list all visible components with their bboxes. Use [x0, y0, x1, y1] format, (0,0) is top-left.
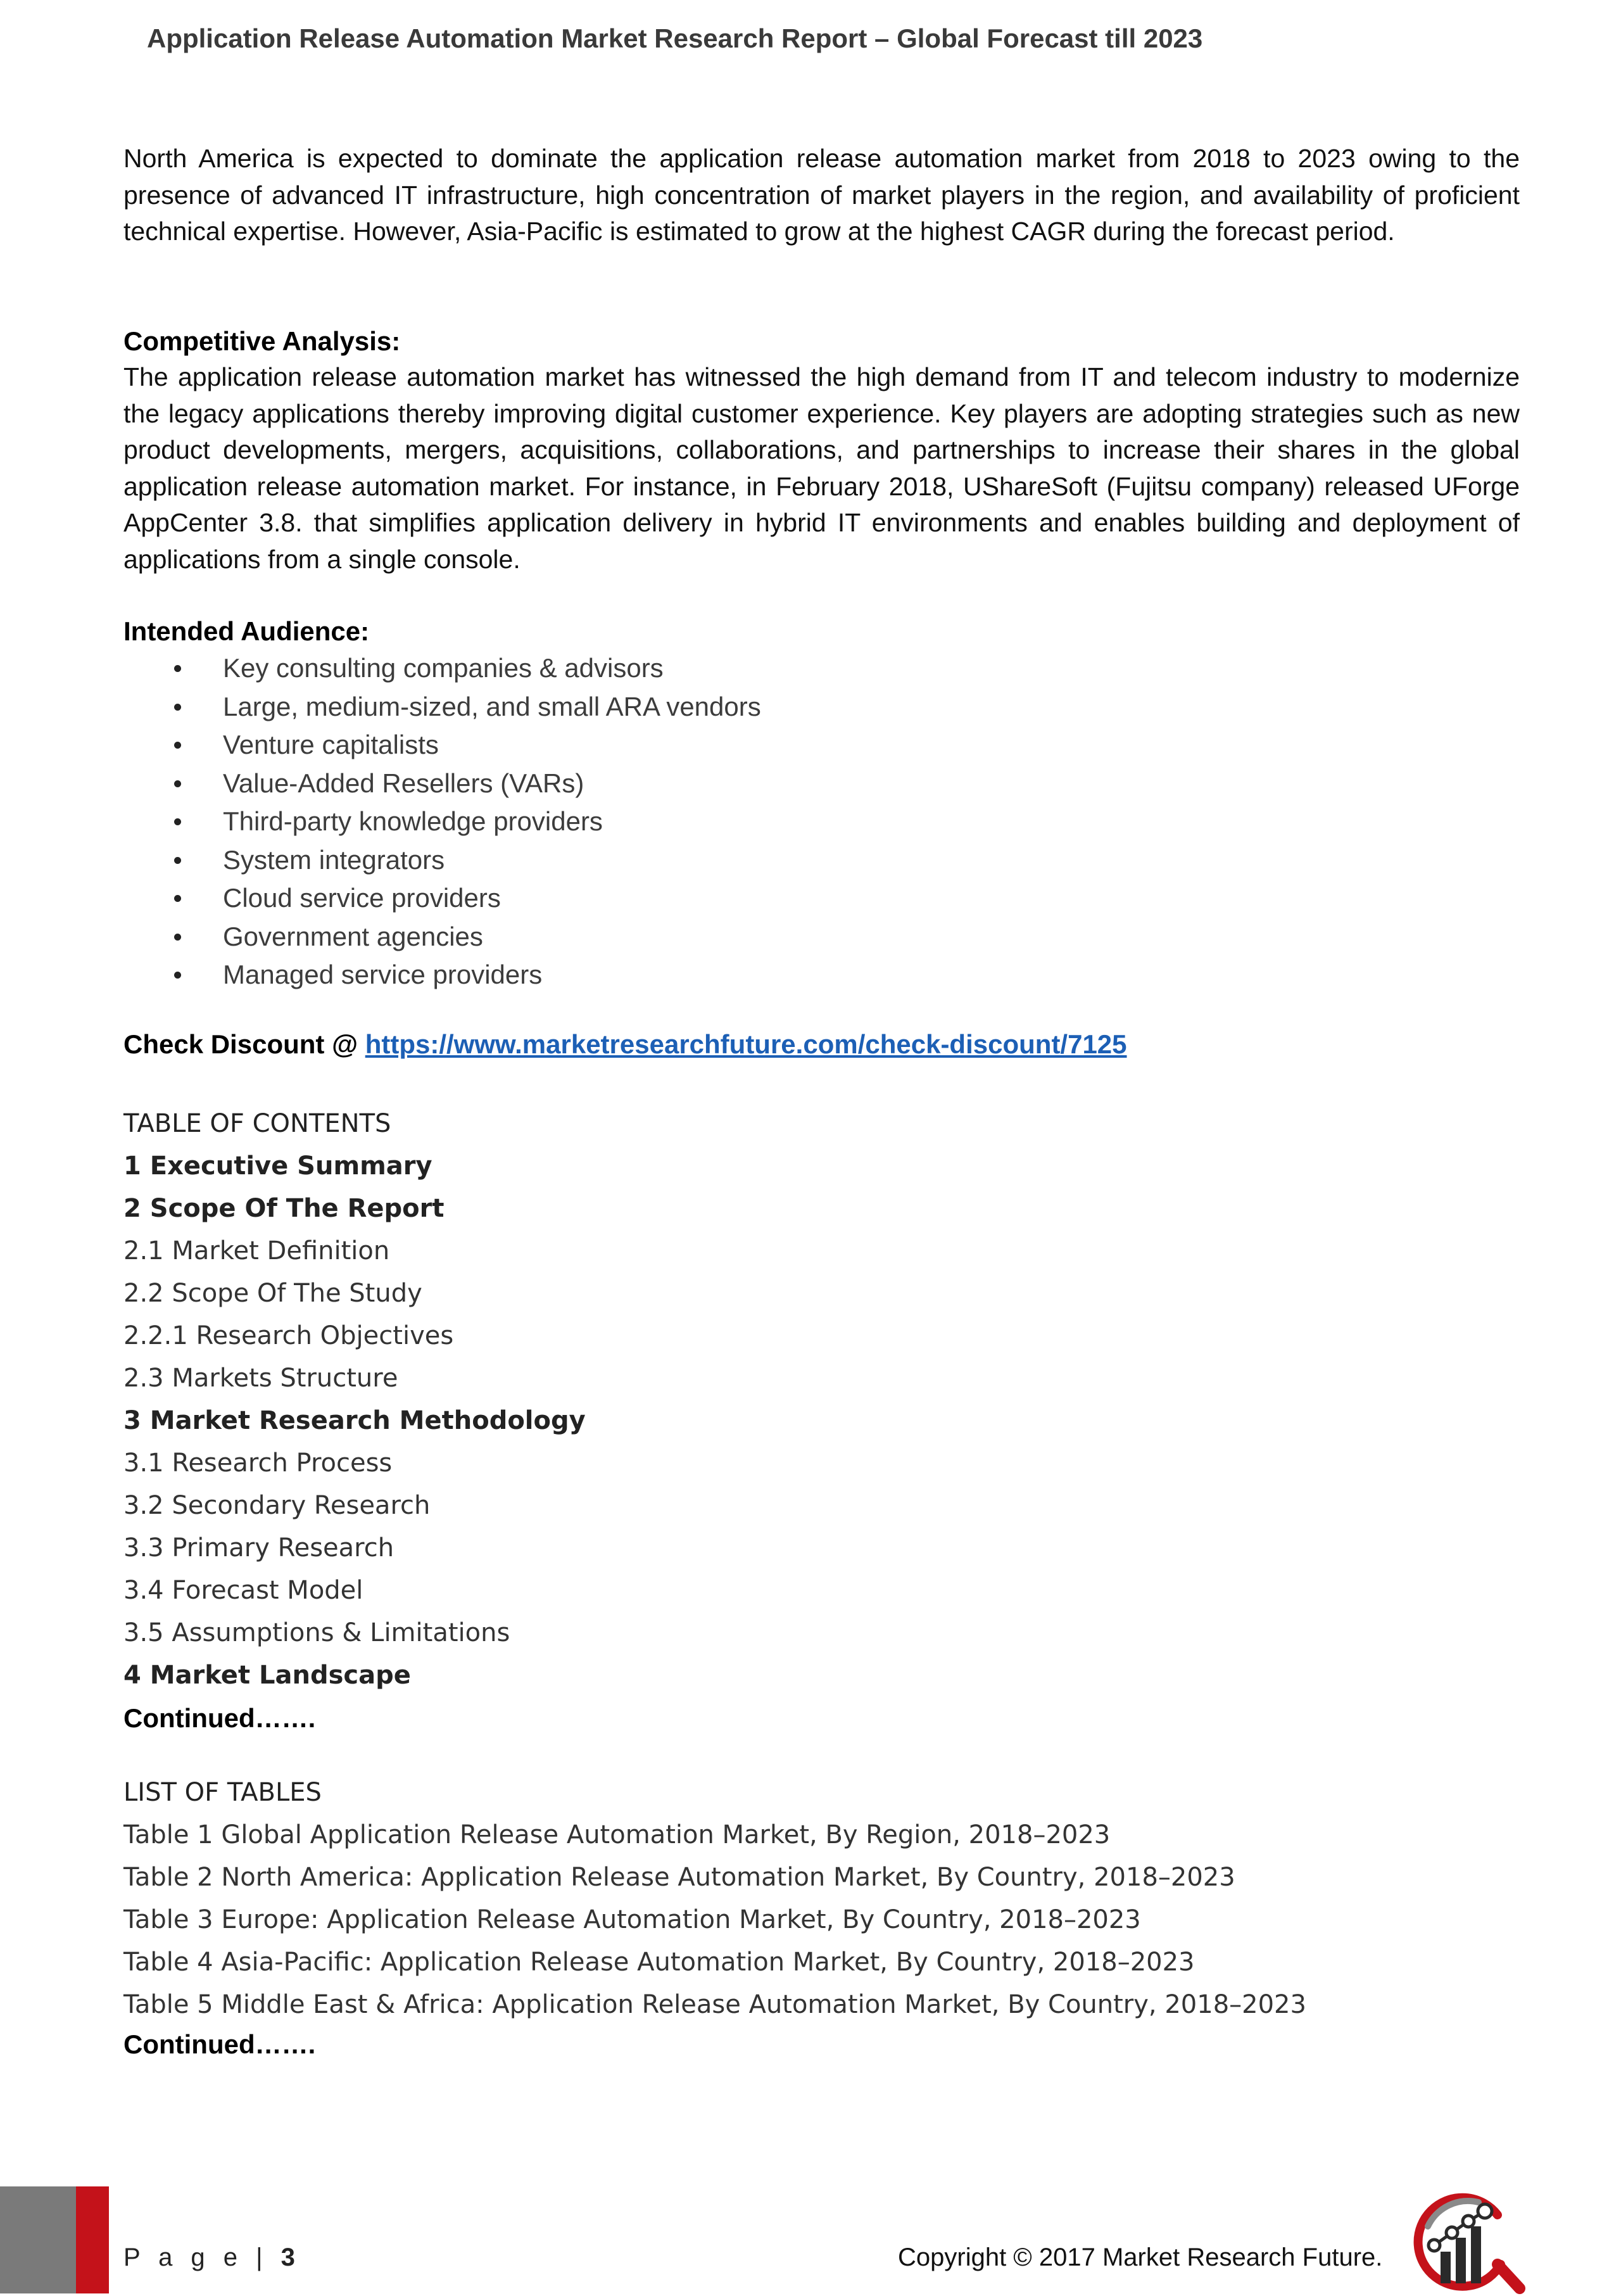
toc-item: 1 Executive Summary — [123, 1151, 432, 1181]
page-label-text: P a g e | — [123, 2243, 281, 2271]
competitive-analysis-heading: Competitive Analysis: — [123, 326, 401, 356]
page-number-label — [123, 2240, 295, 2275]
toc-continued: Continued……. — [123, 1703, 316, 1733]
list-of-tables-item: Table 2 North America: Application Release Automation Market, By Country, 2018–2023 — [123, 1863, 1235, 1892]
footer-red-bar — [76, 2186, 109, 2293]
check-discount-link[interactable]: https://www.marketresearchfuture.com/check-discount/7125 — [365, 1029, 1127, 1059]
audience-list-item: Large, medium-sized, and small ARA vendors — [123, 688, 761, 726]
list-of-tables-item: Table 4 Asia-Pacific: Application Release Automation Market, By Country, 2018–2023 — [123, 1948, 1195, 1977]
check-discount-label: Check Discount @ — [123, 1029, 365, 1059]
list-of-tables-continued: Continued……. — [123, 2029, 316, 2059]
toc-item: 2.1 Market Definition — [123, 1236, 390, 1265]
toc-heading: TABLE OF CONTENTS — [123, 1109, 391, 1138]
toc-item: 3 Market Research Methodology — [123, 1406, 586, 1435]
logo-bar-3 — [1471, 2226, 1481, 2283]
page-number: 3 — [281, 2243, 295, 2271]
logo-bar-1 — [1441, 2252, 1451, 2283]
list-of-tables-item: Table 3 Europe: Application Release Automation Market, By Country, 2018–2023 — [123, 1905, 1141, 1934]
toc-item: 3.1 Research Process — [123, 1449, 393, 1478]
logo-magnifier-handle — [1498, 2264, 1520, 2288]
toc-list — [123, 1145, 586, 1697]
toc-item: 3.3 Primary Research — [123, 1533, 394, 1563]
toc-item: 2 Scope Of The Report — [123, 1194, 445, 1223]
intended-audience-heading: Intended Audience: — [123, 616, 370, 646]
report-title: Application Release Automation Market Research Report – Global Forecast till 2023 — [147, 23, 1203, 53]
audience-list-item: Venture capitalists — [123, 726, 761, 764]
list-of-tables-item: Table 1 Global Application Release Automation Market, By Region, 2018–2023 — [123, 1820, 1111, 1849]
list-of-tables — [123, 1814, 1306, 2026]
toc-item: 2.2 Scope Of The Study — [123, 1279, 422, 1308]
audience-list-item: Government agencies — [123, 918, 761, 956]
toc-item: 2.3 Markets Structure — [123, 1364, 398, 1393]
logo-bar-2 — [1456, 2238, 1466, 2283]
logo-node-4 — [1478, 2204, 1492, 2218]
intended-audience-list — [123, 649, 761, 994]
logo-node-1 — [1429, 2240, 1440, 2251]
footer-gray-bar — [0, 2186, 76, 2293]
audience-list-item: Value-Added Resellers (VARs) — [123, 764, 761, 803]
audience-list-item: Managed service providers — [123, 956, 761, 994]
logo-node-3 — [1463, 2216, 1474, 2227]
audience-list-item: Cloud service providers — [123, 879, 761, 918]
list-of-tables-heading: LIST OF TABLES — [123, 1778, 322, 1807]
logo-node-2 — [1446, 2227, 1458, 2238]
check-discount-line — [123, 1026, 1127, 1063]
toc-item: 4 Market Landscape — [123, 1661, 411, 1690]
list-of-tables-item: Table 5 Middle East & Africa: Application Release Automation Market, By Country, 2018–2023 — [123, 1990, 1306, 2019]
audience-list-item: System integrators — [123, 841, 761, 880]
audience-list-item: Key consulting companies & advisors — [123, 649, 761, 688]
toc-item: 3.2 Secondary Research — [123, 1491, 431, 1520]
copyright-text: Copyright © 2017 Market Research Future. — [898, 2243, 1383, 2271]
toc-item: 2.2.1 Research Objectives — [123, 1321, 454, 1350]
toc-item: 3.4 Forecast Model — [123, 1576, 363, 1605]
intro-paragraph: North America is expected to dominate the application release automation market from 2018 to 2023 owing to the presence of advanced IT infrastructure, high concentration of market players in the region, and availability of proficient technical expertise. However, Asia-Pacific is estimated to grow at the highest CAGR during the forecast period. — [123, 144, 1520, 246]
competitive-analysis-text: The application release automation market has witnessed the high demand from IT and telecom industry to modernize the legacy applications thereby improving digital customer experience. Key players are adopting strategies such as new product developments, mergers, acquisitions, collaborations, and partnerships to increase their shares in the global application release automation market. For instance, in February 2018, UShareSoft (Fujitsu company) released UForge AppCenter 3.8. that simplifies application delivery in hybrid IT environments and enables building and deployment of applications from a single console. — [123, 362, 1520, 574]
audience-list-item: Third-party knowledge providers — [123, 802, 761, 841]
market-research-future-logo-icon — [1403, 2188, 1529, 2296]
toc-item: 3.5 Assumptions & Limitations — [123, 1618, 510, 1647]
